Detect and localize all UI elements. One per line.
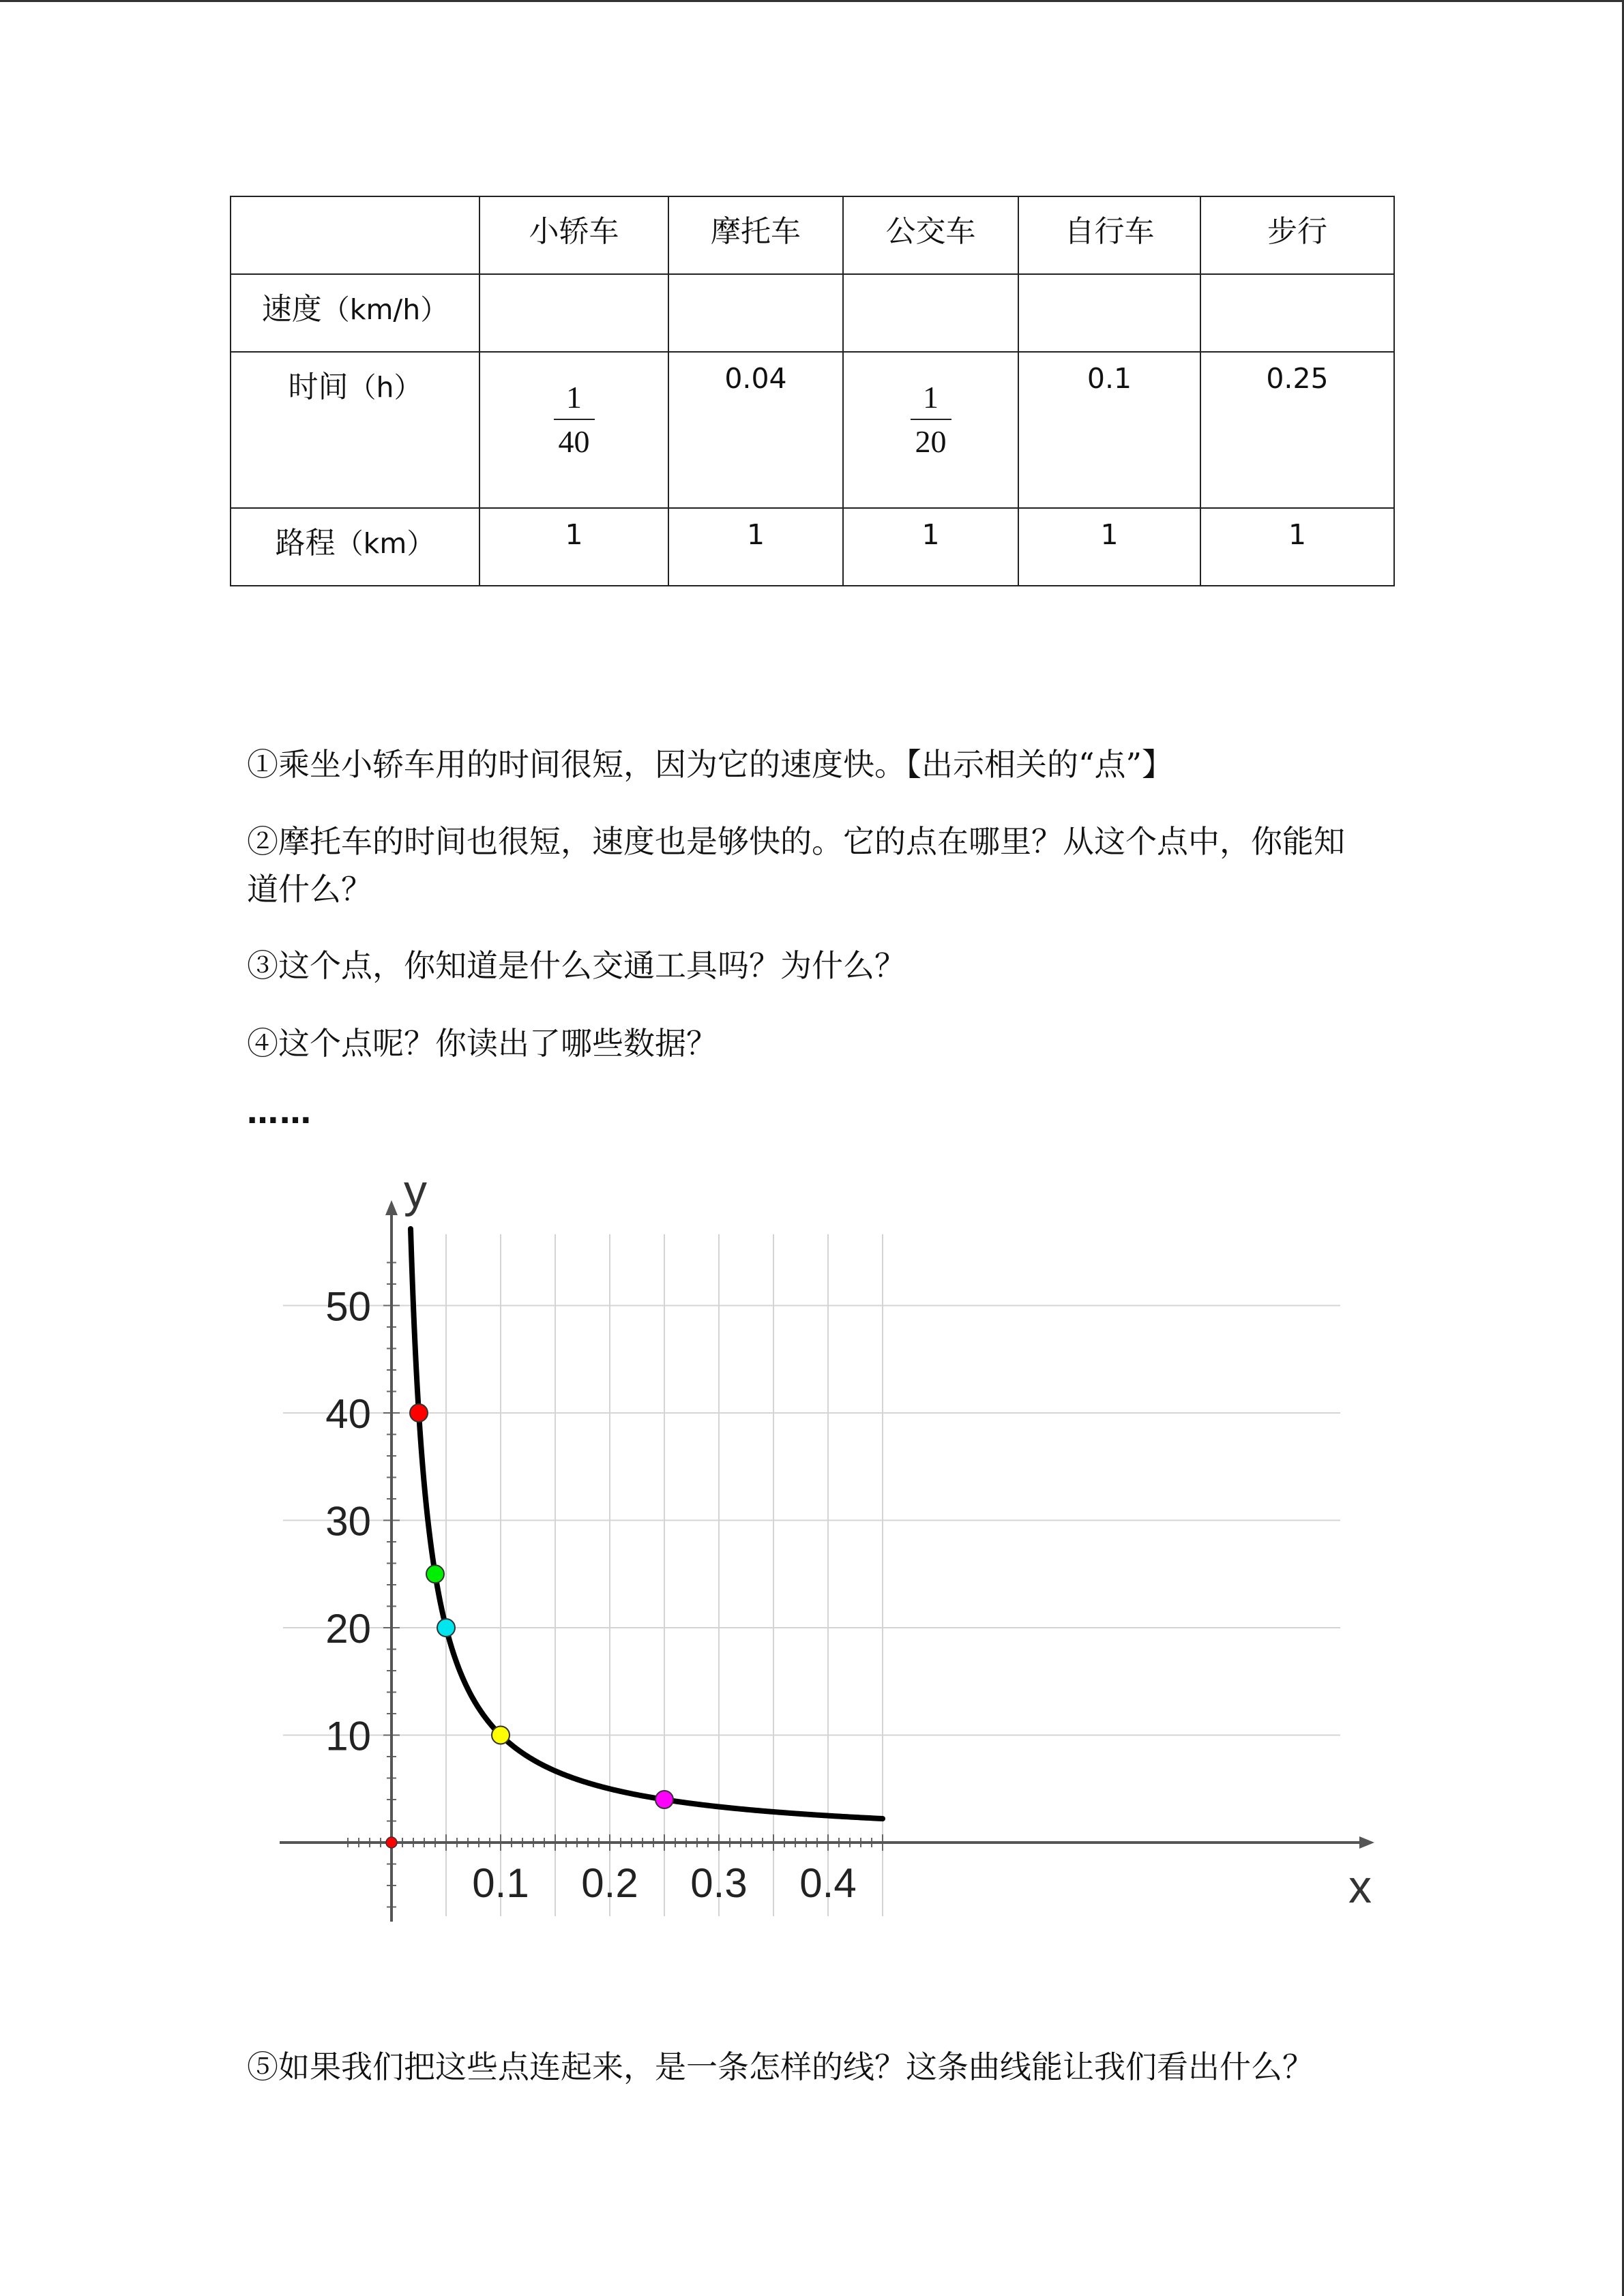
y-tick-label: 30 <box>325 1498 371 1545</box>
data-point <box>492 1727 510 1744</box>
header-cell-bicycle: 自行车 <box>1018 196 1200 274</box>
origin-point <box>386 1837 397 1848</box>
reciprocal-chart <box>276 1166 1381 1937</box>
time-cell-car <box>479 352 668 508</box>
header-cell-walking: 步行 <box>1200 196 1394 274</box>
data-point <box>655 1791 673 1808</box>
speed-cell <box>479 274 668 352</box>
paragraph-1: ①乘坐小轿车用的时间很短，因为它的速度快。【出示相关的“点”】 <box>247 746 1174 783</box>
row-label-speed: 速度（km/h） <box>231 274 479 352</box>
fraction: $\frac{1}{40}$ <box>552 378 597 460</box>
fraction: $\frac{1}{20}$ <box>909 378 954 460</box>
vehicle-data-table <box>230 196 1395 586</box>
paragraph-2: ②摩托车的时间也很短，速度也是够快的。它的点在哪里？从这个点中，你能知道什么？ <box>247 823 1345 908</box>
distance-cell: 1 <box>479 508 668 586</box>
y-axis-arrow <box>385 1200 398 1215</box>
distance-cell: 1 <box>843 508 1018 586</box>
speed-cell <box>843 274 1018 352</box>
y-tick-label: 40 <box>325 1391 371 1437</box>
y-axis-label: y <box>404 1166 427 1217</box>
header-cell-bus: 公交车 <box>843 196 1018 274</box>
y-tick-label: 10 <box>325 1713 371 1759</box>
x-tick-label: 0.2 <box>581 1860 638 1906</box>
x-tick-label: 0.4 <box>799 1860 857 1906</box>
table-row-time <box>231 352 1394 508</box>
header-cell-car: 小轿车 <box>479 196 668 274</box>
speed-cell <box>1200 274 1394 352</box>
row-label-distance: 路程（km） <box>231 508 479 586</box>
paragraph-3: ③这个点，你知道是什么交通工具吗？为什么？ <box>247 947 906 984</box>
row-label-time: 时间（h） <box>231 352 479 508</box>
table-row-distance <box>231 508 1394 586</box>
time-cell-bicycle: 0.1 <box>1018 352 1200 508</box>
table-header-row <box>231 196 1394 274</box>
time-cell-bus <box>843 352 1018 508</box>
data-point <box>426 1565 444 1583</box>
data-point <box>437 1619 455 1637</box>
distance-cell: 1 <box>1018 508 1200 586</box>
distance-cell: 1 <box>668 508 843 586</box>
table-row-speed <box>231 274 1394 352</box>
time-cell-walking: 0.25 <box>1200 352 1394 508</box>
header-cell-motorcycle: 摩托车 <box>668 196 843 274</box>
paragraph-4: ④这个点呢？你读出了哪些数据？ <box>247 1025 718 1062</box>
y-tick-label: 50 <box>325 1283 371 1330</box>
time-cell-motorcycle: 0.04 <box>668 352 843 508</box>
distance-cell: 1 <box>1200 508 1394 586</box>
paragraph-5: ⑤如果我们把这些点连起来，是一条怎样的线？这条曲线能让我们看出什么？ <box>247 2048 1314 2085</box>
header-cell-blank <box>231 196 479 274</box>
x-axis-label: x <box>1348 1861 1372 1913</box>
paragraph-ellipsis: …… <box>247 1094 312 1131</box>
speed-cell <box>1018 274 1200 352</box>
x-tick-label: 0.1 <box>472 1860 529 1906</box>
speed-cell <box>668 274 843 352</box>
x-tick-label: 0.3 <box>690 1860 748 1906</box>
data-point <box>410 1404 428 1422</box>
y-tick-label: 20 <box>325 1606 371 1652</box>
